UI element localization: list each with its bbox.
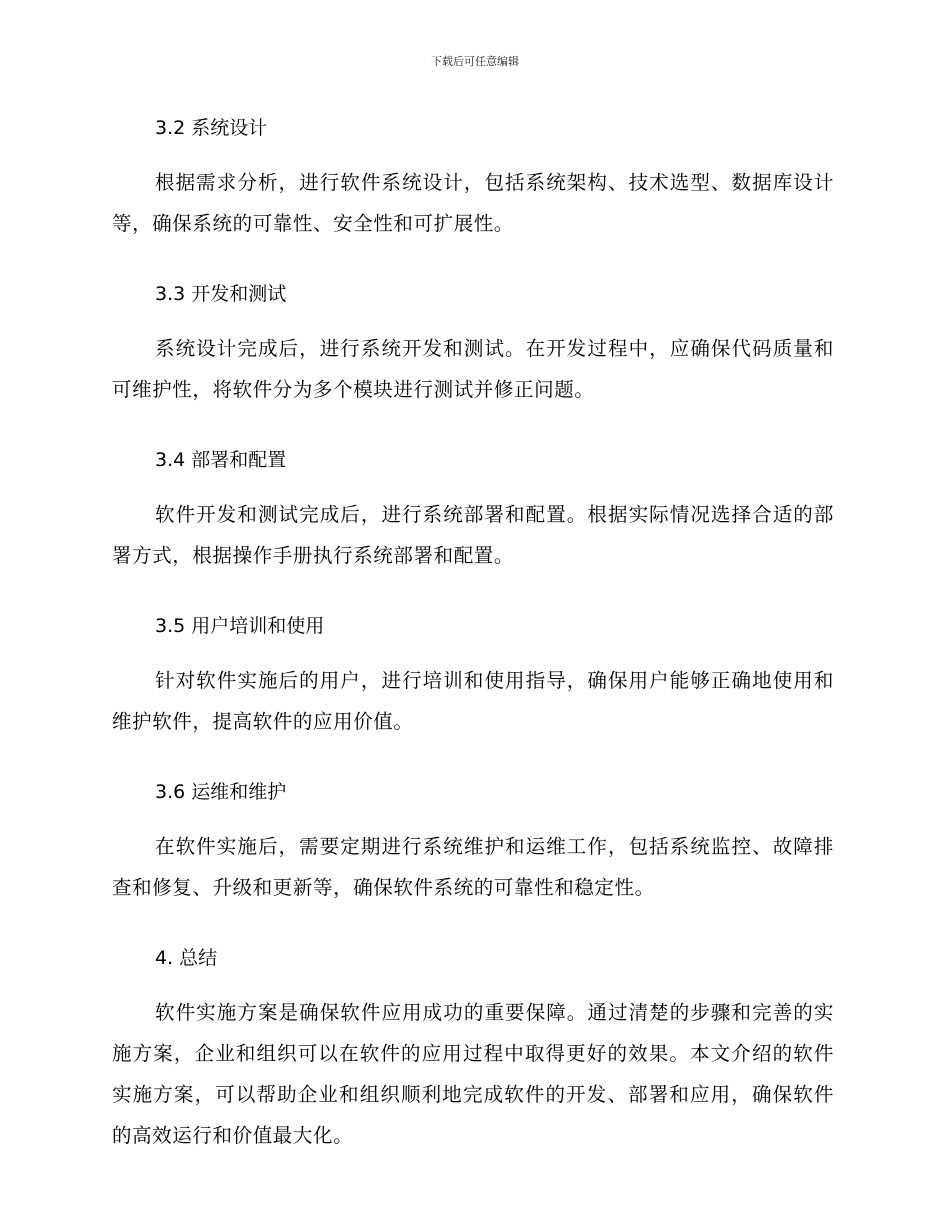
section-heading-3-3: 3.3 开发和测试 xyxy=(155,283,287,305)
section-heading-3-5: 3.5 用户培训和使用 xyxy=(155,615,325,637)
section-paragraph-3-4: 软件开发和测试完成后，进行系统部署和配置。根据实际情况选择合适的部署方式，根据操作手册执行系统部署和配置。 xyxy=(112,503,834,567)
document-body xyxy=(112,108,834,1156)
section-heading-3-2: 3.2 系统设计 xyxy=(155,117,268,139)
section-heading-3-4: 3.4 部署和配置 xyxy=(155,449,287,471)
section-paragraph-3-5: 针对软件实施后的用户，进行培训和使用指导，确保用户能够正确地使用和维护软件，提高软件的应用价值。 xyxy=(112,669,834,733)
section-heading-3-6: 3.6 运维和维护 xyxy=(155,781,287,803)
section-heading-4: 4. 总结 xyxy=(155,947,218,969)
section-paragraph-3-2: 根据需求分析，进行软件系统设计，包括系统架构、技术选型、数据库设计等，确保系统的可靠性、安全性和可扩展性。 xyxy=(112,171,834,235)
section-paragraph-4: 软件实施方案是确保软件应用成功的重要保障。通过清楚的步骤和完善的实施方案，企业和组织可以在软件的应用过程中取得更好的效果。本文介绍的软件实施方案，可以帮助企业和组织顺利地完成软件的开发、部署和应用，确保软件的高效运行和价值最大化。 xyxy=(112,1001,834,1147)
page-header: 下载后可任意编辑 xyxy=(431,55,519,68)
section-paragraph-3-6: 在软件实施后，需要定期进行系统维护和运维工作，包括系统监控、故障排查和修复、升级和更新等，确保软件系统的可靠性和稳定性。 xyxy=(112,835,834,899)
section-paragraph-3-3: 系统设计完成后，进行系统开发和测试。在开发过程中，应确保代码质量和可维护性，将软件分为多个模块进行测试并修正问题。 xyxy=(112,337,834,401)
